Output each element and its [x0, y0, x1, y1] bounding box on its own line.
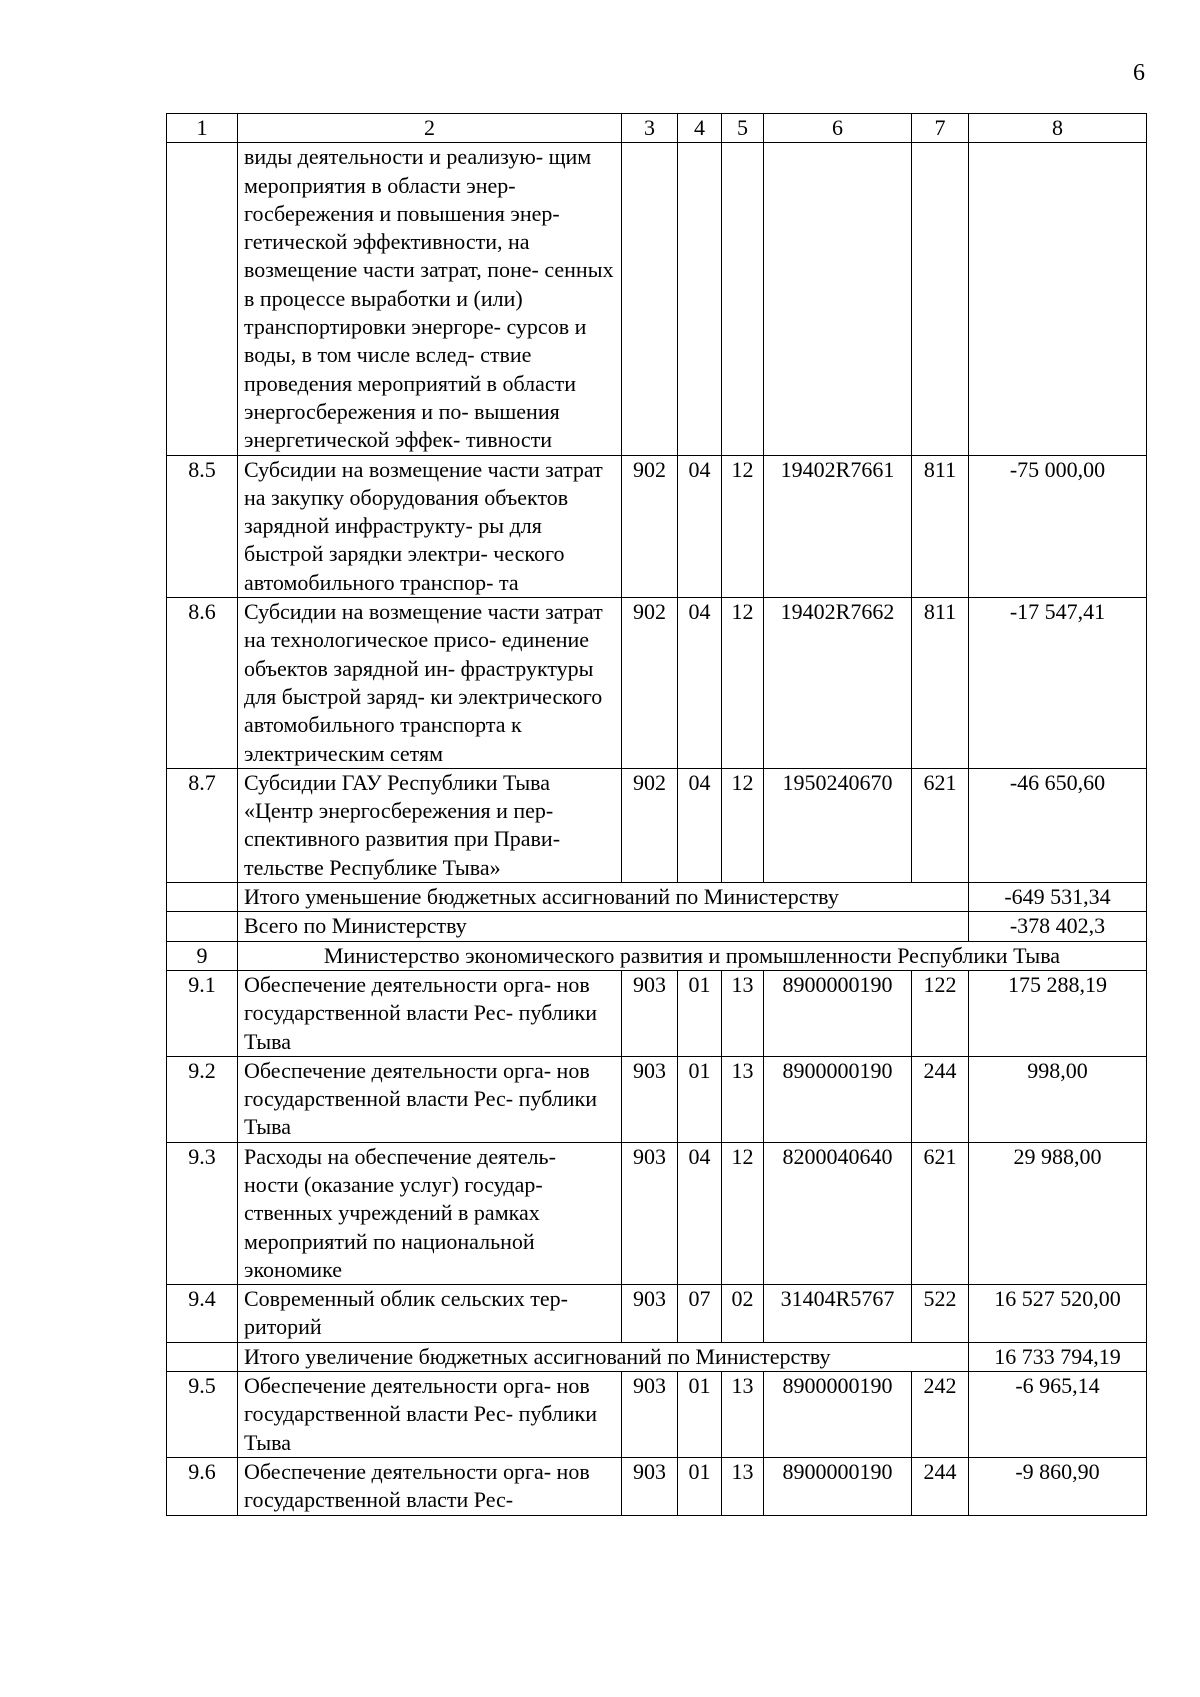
code-column-7: 122: [912, 970, 969, 1056]
header-cell: 7: [912, 114, 969, 143]
row-number: [167, 143, 238, 455]
table-row: [167, 970, 1147, 1056]
code-column-3: 903: [622, 1056, 678, 1142]
code-column-4: 01: [678, 1457, 722, 1515]
row-amount: 175 288,19: [969, 970, 1147, 1056]
row-description: Обеспечение деятельности орга- нов государственной власти Рес- публики Тыва: [238, 1372, 622, 1458]
row-description: Субсидии на возмещение части затрат на технологическое присо- единение объектов зарядной ин- фраструктуры для быстрой заряд- ки электрического автомобильного транспорта к электрическим сетям: [238, 598, 622, 769]
code-column-6: 19402R7661: [764, 455, 912, 597]
section-number: 9: [167, 941, 238, 970]
table-row: [167, 768, 1147, 882]
row-amount: 29 988,00: [969, 1142, 1147, 1284]
code-column-4: 01: [678, 970, 722, 1056]
row-amount: -9 860,90: [969, 1457, 1147, 1515]
header-cell: 1: [167, 114, 238, 143]
code-column-3: 903: [622, 1372, 678, 1458]
code-column-6: [764, 143, 912, 455]
total-amount: 16 733 794,19: [969, 1342, 1147, 1371]
code-column-5: [722, 143, 764, 455]
row-number: 9.6: [167, 1457, 238, 1515]
budget-table-body: [167, 114, 1147, 1516]
code-column-5: 02: [722, 1285, 764, 1343]
code-column-4: 01: [678, 1372, 722, 1458]
code-column-3: 902: [622, 455, 678, 597]
row-amount: -17 547,41: [969, 598, 1147, 769]
code-column-7: 244: [912, 1457, 969, 1515]
section-row: [167, 941, 1147, 970]
code-column-3: 902: [622, 768, 678, 882]
row-description: Субсидии ГАУ Республики Тыва «Центр энергосбережения и пер- спективного развития при Прави- тельстве Республике Тыва»: [238, 768, 622, 882]
code-column-5: 12: [722, 455, 764, 597]
total-row: [167, 912, 1147, 941]
table-row: [167, 1457, 1147, 1515]
row-amount: 998,00: [969, 1056, 1147, 1142]
row-number: [167, 1342, 238, 1371]
row-amount: -75 000,00: [969, 455, 1147, 597]
code-column-4: 04: [678, 1142, 722, 1284]
code-column-6: 31404R5767: [764, 1285, 912, 1343]
row-description: Современный облик сельских тер- риторий: [238, 1285, 622, 1343]
row-description: Обеспечение деятельности орга- нов государственной власти Рес- публики Тыва: [238, 1056, 622, 1142]
row-number: [167, 912, 238, 941]
row-amount: 16 527 520,00: [969, 1285, 1147, 1343]
row-number: [167, 883, 238, 912]
header-cell: 6: [764, 114, 912, 143]
code-column-5: 13: [722, 1457, 764, 1515]
code-column-5: 13: [722, 970, 764, 1056]
row-number: 9.3: [167, 1142, 238, 1284]
code-column-6: 8900000190: [764, 1372, 912, 1458]
code-column-5: 12: [722, 768, 764, 882]
code-column-3: 903: [622, 1457, 678, 1515]
row-number: 8.6: [167, 598, 238, 769]
total-amount: -649 531,34: [969, 883, 1147, 912]
code-column-5: 13: [722, 1056, 764, 1142]
row-description: Расходы на обеспечение деятель- ности (оказание услуг) государ- ственных учреждений в рамках мероприятий по национальной экономике: [238, 1142, 622, 1284]
header-cell: 2: [238, 114, 622, 143]
total-label: Итого увеличение бюджетных ассигнований по Министерству: [238, 1342, 969, 1371]
code-column-7: 621: [912, 768, 969, 882]
row-description: Субсидии на возмещение части затрат на закупку оборудования объектов зарядной инфраструкту- ры для быстрой зарядки электри- ческого автомобильного транспор- та: [238, 455, 622, 597]
budget-table: [166, 113, 1147, 1516]
code-column-6: 8900000190: [764, 1457, 912, 1515]
row-description: Обеспечение деятельности орга- нов государственной власти Рес-: [238, 1457, 622, 1515]
total-amount: -378 402,3: [969, 912, 1147, 941]
table-row: [167, 1372, 1147, 1458]
code-column-5: 13: [722, 1372, 764, 1458]
row-number: 9.1: [167, 970, 238, 1056]
code-column-5: 12: [722, 598, 764, 769]
code-column-4: 01: [678, 1056, 722, 1142]
row-amount: -46 650,60: [969, 768, 1147, 882]
code-column-6: 8900000190: [764, 1056, 912, 1142]
total-row: [167, 883, 1147, 912]
row-number: 9.4: [167, 1285, 238, 1343]
code-column-3: 903: [622, 970, 678, 1056]
row-number: 8.5: [167, 455, 238, 597]
table-row: [167, 455, 1147, 597]
code-column-7: 242: [912, 1372, 969, 1458]
row-number: 9.5: [167, 1372, 238, 1458]
code-column-7: [912, 143, 969, 455]
row-description: виды деятельности и реализую- щим мероприятия в области энер- госбережения и повышения энер- гетической эффективности, на возмещение части затрат, поне- сенных в процессе выработки и (или) транспортировки энергоре- сурсов и воды, в том числе вслед- ствие проведения мероприятий в области энергосбережения и по- вышения энергетической эффек- тивности: [238, 143, 622, 455]
row-number: 8.7: [167, 768, 238, 882]
header-cell: 3: [622, 114, 678, 143]
code-column-5: 12: [722, 1142, 764, 1284]
code-column-3: 902: [622, 598, 678, 769]
row-amount: -6 965,14: [969, 1372, 1147, 1458]
header-cell: 8: [969, 114, 1147, 143]
page-number: 6: [1133, 60, 1145, 86]
total-row: [167, 1342, 1147, 1371]
code-column-6: 19402R7662: [764, 598, 912, 769]
total-label: Всего по Министерству: [238, 912, 969, 941]
section-title: Министерство экономического развития и промышленности Республики Тыва: [238, 941, 1147, 970]
code-column-4: 04: [678, 768, 722, 882]
code-column-7: 811: [912, 598, 969, 769]
table-row: [167, 1056, 1147, 1142]
total-label: Итого уменьшение бюджетных ассигнований по Министерству: [238, 883, 969, 912]
code-column-6: 1950240670: [764, 768, 912, 882]
row-number: 9.2: [167, 1056, 238, 1142]
code-column-7: 522: [912, 1285, 969, 1343]
code-column-4: 04: [678, 598, 722, 769]
code-column-3: 903: [622, 1142, 678, 1284]
table-row: [167, 1285, 1147, 1343]
code-column-3: [622, 143, 678, 455]
code-column-6: 8900000190: [764, 970, 912, 1056]
code-column-7: 621: [912, 1142, 969, 1284]
table-row: [167, 598, 1147, 769]
header-cell: 4: [678, 114, 722, 143]
code-column-6: 8200040640: [764, 1142, 912, 1284]
code-column-4: [678, 143, 722, 455]
header-cell: 5: [722, 114, 764, 143]
code-column-3: 903: [622, 1285, 678, 1343]
code-column-7: 811: [912, 455, 969, 597]
table-row: [167, 143, 1147, 455]
code-column-4: 04: [678, 455, 722, 597]
row-description: Обеспечение деятельности орга- нов государственной власти Рес- публики Тыва: [238, 970, 622, 1056]
table-header-row: [167, 114, 1147, 143]
code-column-4: 07: [678, 1285, 722, 1343]
table-row: [167, 1142, 1147, 1284]
row-amount: [969, 143, 1147, 455]
code-column-7: 244: [912, 1056, 969, 1142]
